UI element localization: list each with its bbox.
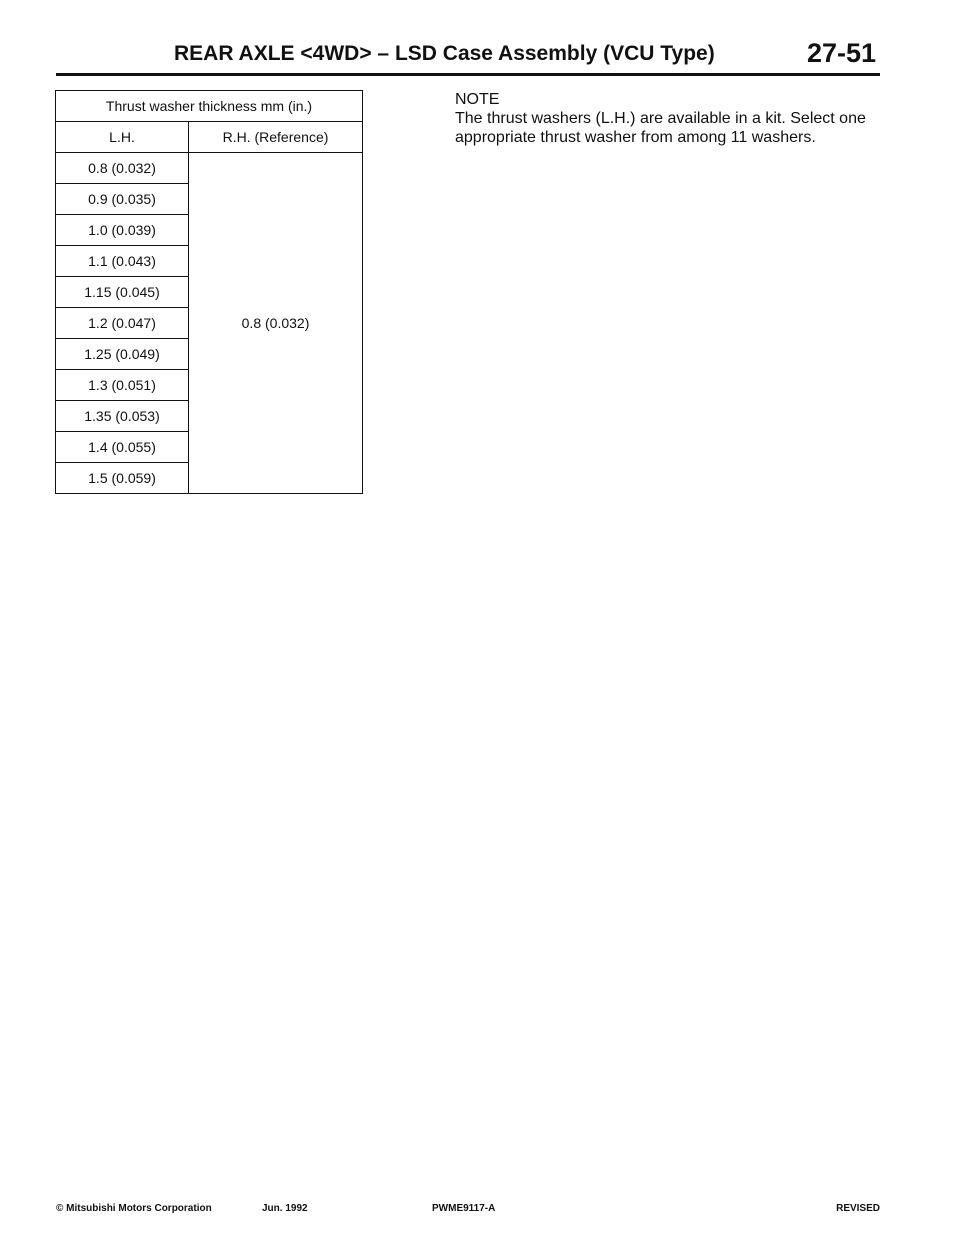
footer-date: Jun. 1992 xyxy=(262,1203,308,1214)
note-label: NOTE xyxy=(455,91,500,108)
lh-value-cell: 0.8 (0.032) xyxy=(56,153,189,184)
table-caption: Thrust washer thickness mm (in.) xyxy=(56,91,363,122)
page-footer xyxy=(56,1203,880,1219)
table-header-row xyxy=(56,122,363,153)
note-text: The thrust washers (L.H.) are available in a kit. Select one appropriate thrust washer from among 11 washers. xyxy=(455,110,866,146)
header-rule xyxy=(56,73,880,76)
footer-code: PWME9117-A xyxy=(432,1203,496,1214)
lh-value-cell: 1.3 (0.051) xyxy=(56,370,189,401)
lh-value-cell: 1.2 (0.047) xyxy=(56,308,189,339)
lh-value-cell: 1.1 (0.043) xyxy=(56,246,189,277)
page-number: 27-51 xyxy=(806,38,876,68)
column-header-rh: R.H. (Reference) xyxy=(189,122,363,153)
lh-value-cell: 1.15 (0.045) xyxy=(56,277,189,308)
table-caption-row xyxy=(56,91,363,122)
footer-status: REVISED xyxy=(836,1203,880,1214)
table-row xyxy=(56,153,363,184)
lh-value-cell: 1.0 (0.039) xyxy=(56,215,189,246)
column-header-lh: L.H. xyxy=(56,122,189,153)
lh-value-cell: 0.9 (0.035) xyxy=(56,184,189,215)
page-header xyxy=(56,40,880,76)
lh-value-cell: 1.5 (0.059) xyxy=(56,463,189,494)
footer-copyright: © Mitsubishi Motors Corporation xyxy=(56,1203,212,1214)
page-title: REAR AXLE <4WD> – LSD Case Assembly (VCU Type) xyxy=(174,42,715,65)
rh-value-cell: 0.8 (0.032) xyxy=(189,153,363,494)
lh-value-cell: 1.35 (0.053) xyxy=(56,401,189,432)
lh-value-cell: 1.25 (0.049) xyxy=(56,339,189,370)
lh-value-cell: 1.4 (0.055) xyxy=(56,432,189,463)
note-block xyxy=(455,90,880,147)
thrust-washer-table xyxy=(55,90,363,494)
